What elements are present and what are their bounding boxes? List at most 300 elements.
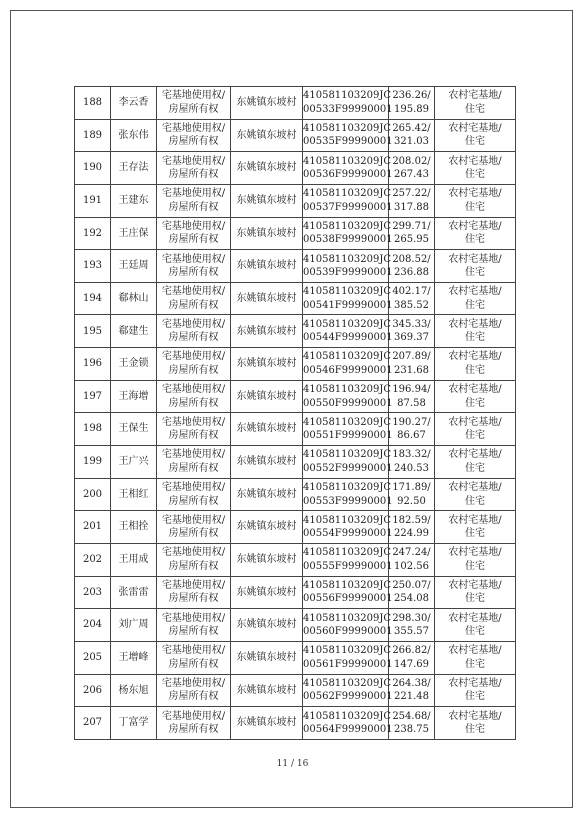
owner-name-text: 丁富学 <box>118 717 149 729</box>
table-row <box>75 152 516 185</box>
right-type-cell <box>157 641 231 674</box>
location-text: 东姚镇东坡村 <box>236 227 297 239</box>
owner-name-cell <box>111 348 157 381</box>
area-text: 183.32/ <box>392 449 431 461</box>
area-text: 87.58 <box>397 397 426 409</box>
owner-name-cell <box>111 184 157 217</box>
owner-name-cell <box>111 119 157 152</box>
unit-code-cell <box>303 152 393 185</box>
location-cell <box>231 609 303 642</box>
row-number-cell <box>75 609 111 642</box>
right-type-text: 房屋所有权 <box>168 430 219 442</box>
owner-name-text: 王相红 <box>118 488 149 500</box>
right-type-text: 宅基地使用权/ <box>161 416 226 428</box>
right-type-text: 房屋所有权 <box>168 560 219 572</box>
table-row <box>75 446 516 479</box>
unit-code-cell <box>303 511 393 544</box>
area-text: 190.27/ <box>392 416 431 428</box>
owner-name-text: 杨东旭 <box>118 684 149 696</box>
area-text: 299.71/ <box>392 220 431 232</box>
right-type-text: 宅基地使用权/ <box>161 645 226 657</box>
table-row <box>75 413 516 446</box>
land-use-cell <box>435 87 516 120</box>
area-text: 355.57 <box>394 626 429 638</box>
owner-name-text: 张雷雷 <box>118 586 149 598</box>
unit-code-text: 00544F99990001 <box>303 332 393 344</box>
area-text: 196.94/ <box>392 384 431 396</box>
owner-name-cell <box>111 641 157 674</box>
location-text: 东姚镇东坡村 <box>236 260 297 272</box>
land-use-text: 农村宅基地/ <box>448 677 502 689</box>
right-type-text: 宅基地使用权/ <box>161 122 226 134</box>
land-use-text: 农村宅基地/ <box>448 384 502 396</box>
table-row <box>75 576 516 609</box>
row-number-cell <box>75 152 111 185</box>
right-type-cell <box>157 282 231 315</box>
land-use-text: 农村宅基地/ <box>448 710 502 722</box>
location-cell <box>231 674 303 707</box>
unit-code-cell <box>303 543 393 576</box>
land-use-text: 住宅 <box>465 364 485 376</box>
unit-code-text: 00541F99990001 <box>303 299 393 311</box>
unit-code-cell <box>303 641 393 674</box>
right-type-text: 房屋所有权 <box>168 528 219 540</box>
location-cell <box>231 184 303 217</box>
right-type-text: 房屋所有权 <box>168 626 219 638</box>
land-use-cell <box>435 380 516 413</box>
right-type-text: 房屋所有权 <box>168 495 219 507</box>
owner-name-cell <box>111 674 157 707</box>
right-type-text: 房屋所有权 <box>168 201 219 213</box>
row-number-cell <box>75 576 111 609</box>
row-number-cell <box>75 413 111 446</box>
right-type-text: 房屋所有权 <box>168 462 219 474</box>
right-type-cell <box>157 413 231 446</box>
table-body <box>75 87 516 740</box>
area-cell <box>389 446 435 479</box>
right-type-text: 房屋所有权 <box>168 593 219 605</box>
area-text: 236.88 <box>394 267 429 279</box>
row-number-text: 195 <box>82 325 103 337</box>
land-use-text: 住宅 <box>465 103 485 115</box>
unit-code-text: 410581103209JC <box>303 579 392 591</box>
area-text: 247.24/ <box>392 547 431 559</box>
owner-name-cell <box>111 380 157 413</box>
right-type-text: 宅基地使用权/ <box>161 612 226 624</box>
owner-name-text: 王建东 <box>118 194 149 206</box>
unit-code-text: 00536F99990001 <box>303 169 393 181</box>
area-cell <box>389 478 435 511</box>
area-cell <box>389 674 435 707</box>
area-text: 92.50 <box>397 495 426 507</box>
land-use-text: 住宅 <box>465 234 485 246</box>
area-cell <box>389 413 435 446</box>
unit-code-text: 410581103209JC <box>303 155 392 167</box>
land-use-cell <box>435 446 516 479</box>
area-cell <box>389 119 435 152</box>
location-text: 东姚镇东坡村 <box>236 97 297 109</box>
unit-code-text: 00538F99990001 <box>303 234 393 246</box>
right-type-text: 房屋所有权 <box>168 169 219 181</box>
table-row <box>75 478 516 511</box>
right-type-text: 宅基地使用权/ <box>161 220 226 232</box>
unit-code-text: 00564F99990001 <box>303 724 393 736</box>
location-cell <box>231 380 303 413</box>
row-number-text: 199 <box>82 456 103 468</box>
unit-code-cell <box>303 413 393 446</box>
unit-code-text: 410581103209JC <box>303 188 392 200</box>
row-number-cell <box>75 119 111 152</box>
right-type-cell <box>157 674 231 707</box>
table-row <box>75 282 516 315</box>
row-number-cell <box>75 184 111 217</box>
right-type-text: 宅基地使用权/ <box>161 547 226 559</box>
right-type-text: 宅基地使用权/ <box>161 384 226 396</box>
right-type-text: 宅基地使用权/ <box>161 286 226 298</box>
land-use-cell <box>435 674 516 707</box>
area-cell <box>389 87 435 120</box>
owner-name-text: 张东伟 <box>118 129 149 141</box>
row-number-text: 203 <box>82 586 103 598</box>
unit-code-cell <box>303 478 393 511</box>
land-use-text: 农村宅基地/ <box>448 90 502 102</box>
area-text: 267.43 <box>394 169 429 181</box>
unit-code-text: 410581103209JC <box>303 645 392 657</box>
table-row <box>75 315 516 348</box>
land-use-text: 农村宅基地/ <box>448 579 502 591</box>
area-text: 221.48 <box>394 691 429 703</box>
unit-code-text: 00546F99990001 <box>303 364 393 376</box>
land-use-text: 农村宅基地/ <box>448 514 502 526</box>
unit-code-text: 00533F99990001 <box>303 103 393 115</box>
unit-code-text: 410581103209JC <box>303 449 392 461</box>
owner-name-text: 王庄保 <box>118 227 149 239</box>
area-cell <box>389 576 435 609</box>
right-type-cell <box>157 152 231 185</box>
right-type-text: 房屋所有权 <box>168 658 219 670</box>
row-number-cell <box>75 250 111 283</box>
area-text: 265.95 <box>394 234 429 246</box>
right-type-text: 宅基地使用权/ <box>161 351 226 363</box>
owner-name-cell <box>111 282 157 315</box>
right-type-text: 宅基地使用权/ <box>161 579 226 591</box>
right-type-cell <box>157 119 231 152</box>
area-cell <box>389 609 435 642</box>
land-use-text: 农村宅基地/ <box>448 318 502 330</box>
right-type-cell <box>157 609 231 642</box>
location-cell <box>231 152 303 185</box>
area-text: 254.08 <box>394 593 429 605</box>
unit-code-text: 00560F99990001 <box>303 626 393 638</box>
land-use-text: 农村宅基地/ <box>448 612 502 624</box>
land-use-text: 农村宅基地/ <box>448 155 502 167</box>
area-text: 240.53 <box>394 462 429 474</box>
area-text: 208.02/ <box>392 155 431 167</box>
table-row <box>75 380 516 413</box>
area-cell <box>389 217 435 250</box>
land-use-text: 住宅 <box>465 495 485 507</box>
row-number-text: 205 <box>82 651 103 663</box>
right-type-cell <box>157 576 231 609</box>
unit-code-cell <box>303 282 393 315</box>
right-type-text: 宅基地使用权/ <box>161 677 226 689</box>
row-number-text: 204 <box>82 619 103 631</box>
owner-name-cell <box>111 543 157 576</box>
owner-name-text: 王存法 <box>118 162 149 174</box>
right-type-text: 房屋所有权 <box>168 332 219 344</box>
area-text: 195.89 <box>394 103 429 115</box>
location-text: 东姚镇东坡村 <box>236 194 297 206</box>
area-text: 369.37 <box>394 332 429 344</box>
land-use-text: 农村宅基地/ <box>448 122 502 134</box>
registration-table <box>74 86 516 740</box>
row-number-text: 192 <box>82 227 103 239</box>
unit-code-cell <box>303 380 393 413</box>
land-use-cell <box>435 413 516 446</box>
right-type-text: 房屋所有权 <box>168 364 219 376</box>
location-text: 东姚镇东坡村 <box>236 162 297 174</box>
land-use-cell <box>435 250 516 283</box>
location-text: 东姚镇东坡村 <box>236 129 297 141</box>
location-cell <box>231 511 303 544</box>
land-use-text: 住宅 <box>465 724 485 736</box>
area-text: 102.56 <box>394 560 429 572</box>
unit-code-cell <box>303 87 393 120</box>
land-use-text: 住宅 <box>465 299 485 311</box>
unit-code-text: 410581103209JC <box>303 318 392 330</box>
unit-code-text: 410581103209JC <box>303 482 392 493</box>
land-use-cell <box>435 609 516 642</box>
area-text: 265.42/ <box>392 122 431 134</box>
owner-name-text: 王广兴 <box>118 456 149 468</box>
location-cell <box>231 446 303 479</box>
location-text: 东姚镇东坡村 <box>236 390 297 402</box>
owner-name-cell <box>111 707 157 740</box>
location-text: 东姚镇东坡村 <box>236 651 297 663</box>
owner-name-text: 王保生 <box>118 423 149 435</box>
owner-name-text: 王金锁 <box>118 358 149 370</box>
unit-code-text: 00554F99990001 <box>303 528 393 540</box>
unit-code-cell <box>303 315 393 348</box>
location-cell <box>231 413 303 446</box>
owner-name-text: 王海增 <box>118 390 149 402</box>
land-use-text: 住宅 <box>465 430 485 442</box>
location-text: 东姚镇东坡村 <box>236 684 297 696</box>
owner-name-text: 李云香 <box>118 97 149 109</box>
row-number-cell <box>75 478 111 511</box>
unit-code-text: 410581103209JC <box>303 514 392 526</box>
right-type-cell <box>157 250 231 283</box>
row-number-text: 188 <box>82 97 103 109</box>
area-cell <box>389 707 435 740</box>
unit-code-cell <box>303 446 393 479</box>
land-use-text: 住宅 <box>465 658 485 670</box>
location-cell <box>231 87 303 120</box>
owner-name-cell <box>111 576 157 609</box>
row-number-text: 196 <box>82 358 103 370</box>
area-text: 208.52/ <box>392 253 431 265</box>
unit-code-text: 410581103209JC <box>303 710 392 722</box>
unit-code-text: 410581103209JC <box>303 351 392 363</box>
unit-code-text: 410581103209JC <box>303 286 392 298</box>
row-number-cell <box>75 217 111 250</box>
unit-code-cell <box>303 119 393 152</box>
right-type-text: 房屋所有权 <box>168 136 219 148</box>
right-type-text: 房屋所有权 <box>168 691 219 703</box>
unit-code-text: 00551F99990001 <box>303 430 393 442</box>
land-use-cell <box>435 217 516 250</box>
area-cell <box>389 348 435 381</box>
owner-name-text: 郗建生 <box>118 325 149 337</box>
land-use-text: 住宅 <box>465 626 485 638</box>
land-use-text: 住宅 <box>465 397 485 409</box>
right-type-text: 宅基地使用权/ <box>161 514 226 526</box>
land-use-text: 住宅 <box>465 136 485 148</box>
area-text: 298.30/ <box>392 612 431 624</box>
area-text: 257.22/ <box>392 188 431 200</box>
right-type-cell <box>157 478 231 511</box>
right-type-text: 宅基地使用权/ <box>161 155 226 167</box>
right-type-text: 房屋所有权 <box>168 299 219 311</box>
location-text: 东姚镇东坡村 <box>236 619 297 631</box>
row-number-text: 193 <box>82 260 103 272</box>
land-use-text: 住宅 <box>465 332 485 344</box>
row-number-text: 190 <box>82 162 103 174</box>
right-type-cell <box>157 707 231 740</box>
location-text: 东姚镇东坡村 <box>236 358 297 370</box>
land-use-text: 农村宅基地/ <box>448 645 502 657</box>
area-text: 224.99 <box>394 528 429 540</box>
owner-name-cell <box>111 250 157 283</box>
table-row <box>75 609 516 642</box>
right-type-cell <box>157 315 231 348</box>
row-number-text: 206 <box>82 684 103 696</box>
location-cell <box>231 282 303 315</box>
location-text: 东姚镇东坡村 <box>236 325 297 337</box>
owner-name-cell <box>111 315 157 348</box>
right-type-text: 宅基地使用权/ <box>161 90 226 102</box>
area-text: 345.33/ <box>392 318 431 330</box>
area-cell <box>389 250 435 283</box>
right-type-cell <box>157 511 231 544</box>
area-cell <box>389 641 435 674</box>
table-row <box>75 707 516 740</box>
area-text: 250.07/ <box>392 579 431 591</box>
right-type-text: 宅基地使用权/ <box>161 482 226 493</box>
row-number-cell <box>75 282 111 315</box>
owner-name-cell <box>111 152 157 185</box>
unit-code-text: 00556F99990001 <box>303 593 393 605</box>
owner-name-cell <box>111 413 157 446</box>
table-row <box>75 348 516 381</box>
right-type-text: 宅基地使用权/ <box>161 710 226 722</box>
land-use-cell <box>435 478 516 511</box>
land-use-text: 住宅 <box>465 201 485 213</box>
land-use-cell <box>435 511 516 544</box>
right-type-cell <box>157 380 231 413</box>
land-use-cell <box>435 543 516 576</box>
unit-code-text: 410581103209JC <box>303 253 392 265</box>
right-type-cell <box>157 543 231 576</box>
land-use-cell <box>435 707 516 740</box>
land-use-text: 住宅 <box>465 593 485 605</box>
land-use-text: 农村宅基地/ <box>448 547 502 559</box>
right-type-text: 宅基地使用权/ <box>161 318 226 330</box>
unit-code-text: 410581103209JC <box>303 384 392 396</box>
land-use-cell <box>435 282 516 315</box>
location-cell <box>231 641 303 674</box>
area-text: 385.52 <box>394 299 429 311</box>
area-text: 236.26/ <box>392 90 431 102</box>
location-cell <box>231 250 303 283</box>
location-text: 东姚镇东坡村 <box>236 586 297 598</box>
land-use-text: 农村宅基地/ <box>448 416 502 428</box>
land-use-cell <box>435 315 516 348</box>
table-row <box>75 543 516 576</box>
unit-code-cell <box>303 674 393 707</box>
row-number-text: 198 <box>82 423 103 435</box>
row-number-text: 207 <box>82 717 103 729</box>
location-cell <box>231 315 303 348</box>
land-use-cell <box>435 348 516 381</box>
area-cell <box>389 152 435 185</box>
table-row <box>75 184 516 217</box>
location-cell <box>231 119 303 152</box>
right-type-cell <box>157 217 231 250</box>
land-use-text: 住宅 <box>465 267 485 279</box>
table-row <box>75 217 516 250</box>
land-use-text: 住宅 <box>465 462 485 474</box>
row-number-cell <box>75 674 111 707</box>
land-use-text: 农村宅基地/ <box>448 286 502 298</box>
location-text: 东姚镇东坡村 <box>236 488 297 500</box>
location-text: 东姚镇东坡村 <box>236 554 297 566</box>
land-use-text: 农村宅基地/ <box>448 253 502 265</box>
row-number-text: 201 <box>82 521 103 533</box>
table-row <box>75 87 516 120</box>
unit-code-cell <box>303 348 393 381</box>
area-text: 171.89/ <box>392 482 431 493</box>
unit-code-text: 00539F99990001 <box>303 267 393 279</box>
area-text: 321.03 <box>394 136 429 148</box>
table-row <box>75 674 516 707</box>
owner-name-cell <box>111 478 157 511</box>
area-text: 207.89/ <box>392 351 431 363</box>
row-number-cell <box>75 348 111 381</box>
owner-name-text: 王增峰 <box>118 651 149 663</box>
page-number: 11 / 16 <box>276 759 309 769</box>
area-text: 147.69 <box>394 658 429 670</box>
row-number-text: 194 <box>82 292 103 304</box>
unit-code-text: 00552F99990001 <box>303 462 393 474</box>
right-type-text: 房屋所有权 <box>168 234 219 246</box>
land-use-text: 住宅 <box>465 691 485 703</box>
unit-code-text: 00537F99990001 <box>303 201 393 213</box>
right-type-text: 宅基地使用权/ <box>161 449 226 461</box>
unit-code-text: 00550F99990001 <box>303 397 393 409</box>
row-number-cell <box>75 543 111 576</box>
area-cell <box>389 282 435 315</box>
unit-code-text: 00535F99990001 <box>303 136 393 148</box>
location-cell <box>231 707 303 740</box>
location-text: 东姚镇东坡村 <box>236 521 297 533</box>
right-type-text: 房屋所有权 <box>168 267 219 279</box>
right-type-cell <box>157 87 231 120</box>
right-type-text: 房屋所有权 <box>168 103 219 115</box>
area-text: 238.75 <box>394 724 429 736</box>
unit-code-cell <box>303 707 393 740</box>
location-cell <box>231 217 303 250</box>
